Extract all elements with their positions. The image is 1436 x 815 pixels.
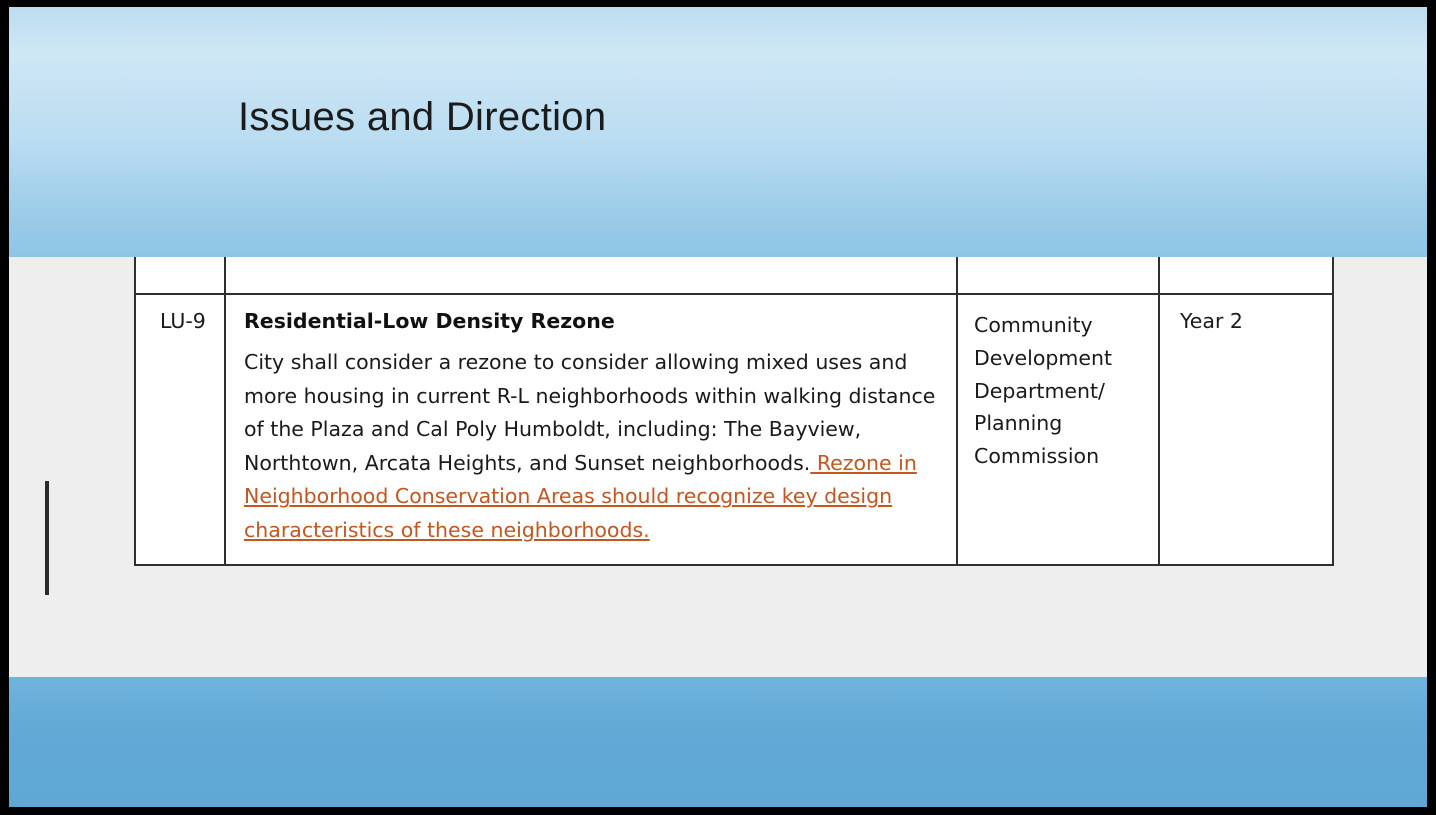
table-row bbox=[134, 293, 1334, 566]
cell-action-id bbox=[136, 295, 226, 564]
action-title-text: Residential-Low Density Rezone bbox=[244, 309, 615, 333]
document-table-region bbox=[9, 257, 1427, 677]
action-body-inserted-text: Rezone in Neighborhood Conservation Areas should recognize key design characteristics of these neighborhoods. bbox=[244, 450, 917, 543]
cell-timeframe bbox=[1160, 295, 1330, 564]
partial-cell-timeframe bbox=[1160, 257, 1330, 293]
header-gradient-band bbox=[9, 7, 1427, 257]
partial-cell-action bbox=[226, 257, 958, 293]
timeframe-text: Year 2 bbox=[1180, 309, 1243, 333]
responsibility-text: Community Development Department/ Planning Commission bbox=[974, 313, 1113, 469]
partial-cell-id bbox=[136, 257, 226, 293]
presentation-slide bbox=[9, 7, 1427, 807]
cell-responsibility bbox=[958, 295, 1160, 564]
footer-gradient-band bbox=[9, 677, 1427, 807]
action-body-text bbox=[236, 346, 946, 548]
cell-action-description bbox=[226, 295, 958, 564]
action-body-existing-text: City shall consider a rezone to consider allowing mixed uses and more housing in current R-L neighborhoods within walking distance of the Plaza and Cal Poly Humboldt, including: The Bayview, Northtown, Arcata Heights, and Sunset neighborhoods. bbox=[244, 350, 936, 475]
table-row-partial-above bbox=[134, 257, 1334, 293]
partial-cell-responsibility bbox=[958, 257, 1160, 293]
page-title: Issues and Direction bbox=[238, 95, 607, 139]
implementation-table bbox=[134, 257, 1334, 566]
action-id-text: LU-9 bbox=[160, 309, 206, 333]
